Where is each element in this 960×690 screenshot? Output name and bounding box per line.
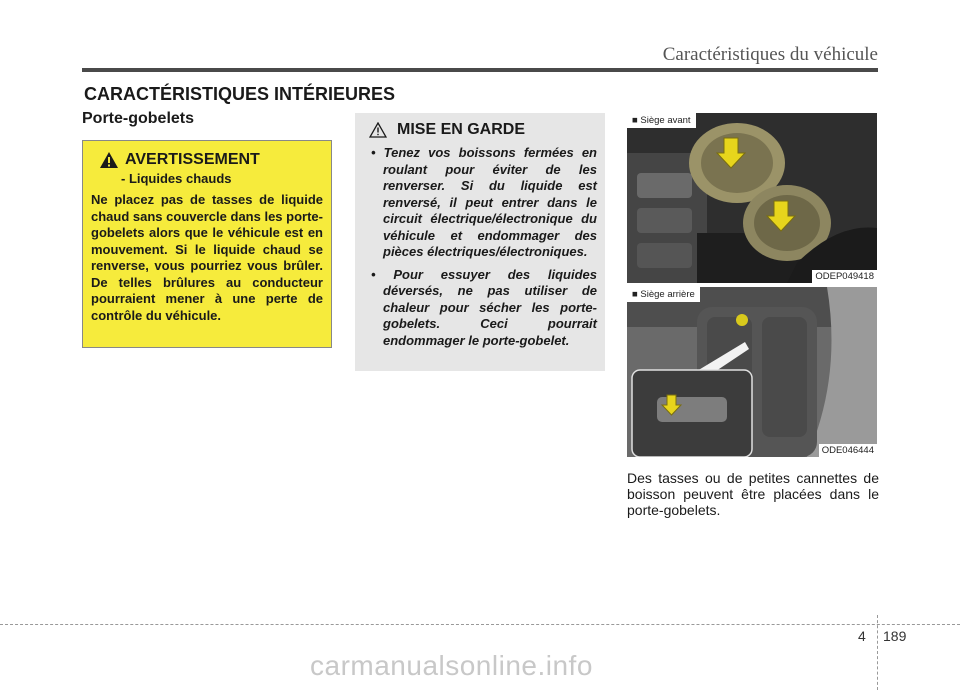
page-chapter: 4 (858, 628, 866, 644)
caution-header (369, 121, 597, 139)
footer-rule (0, 624, 960, 625)
caution-list (365, 145, 597, 349)
warning-icon (99, 151, 119, 169)
rear-seat-photo (627, 287, 877, 457)
section-title: CARACTÉRISTIQUES INTÉRIEURES (84, 84, 396, 104)
subsection-title: Porte-gobelets (82, 110, 195, 127)
front-seat-photo (627, 113, 877, 283)
header-rule (82, 68, 878, 72)
footer-divider (877, 615, 878, 690)
warning-text: Ne placez pas de tasses de liquide chaud sans couvercle dans les porte-gobelets alors que le véhicule est en mouvement. Si le liquide chaud se renverse, vous pourriez vous brûler. De telles brûlures au conducteur pourraient mener à une perte de contrôle du véhicule. (91, 192, 323, 323)
photo-code: ODE046444 (819, 444, 877, 457)
photo-label: ■ Siège arrière (627, 287, 700, 302)
chapter-title: Caractéristiques du véhicule (662, 44, 878, 65)
caution-title: MISE EN GARDE (397, 121, 526, 138)
caution-box (355, 113, 605, 371)
warning-box (82, 140, 332, 348)
photo-code: ODEP049418 (812, 270, 877, 283)
warning-subtitle: - Liquides chauds (121, 171, 232, 186)
front-cupholder-illustration (627, 113, 877, 283)
watermark: carmanualsonline.info (310, 650, 593, 681)
photo-label: ■ Siège avant (627, 113, 696, 128)
caution-icon (369, 122, 387, 138)
caution-item: • Pour essuyer des liquides déversés, ne pas utiliser de chaleur pour sécher les porte-gobelets. Ceci pourrait endommager le porte-gobelet. (371, 266, 597, 348)
page-number: 189 (883, 628, 907, 644)
rear-cupholder-illustration (627, 287, 877, 457)
warning-title: AVERTISSEMENT (125, 151, 260, 168)
body-text: Des tasses ou de petites cannettes de boisson peuvent être placées dans le porte-gobelets. (627, 470, 879, 518)
caution-item: • Tenez vos boissons fermées en roulant pour éviter de les renverser. Si du liquide est renversé, il peut entrer dans le circuit électrique/électronique du véhicule et endommager des pièces électriques/électroniques. (371, 145, 597, 259)
warning-header (99, 151, 323, 169)
